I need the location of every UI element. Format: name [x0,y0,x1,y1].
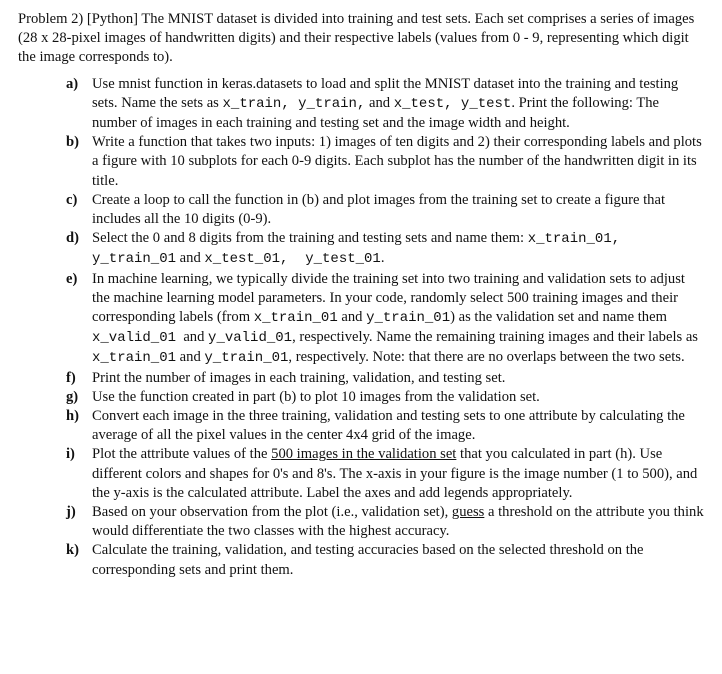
sub-question-b [18,133,704,191]
code-text: x_train_01, y_train_01 [92,231,629,268]
body-text: Select the 0 and 8 digits from the training and testing sets and name them: [92,230,528,247]
sub-question-text [92,76,682,131]
sub-question-g [18,388,704,407]
body-text: , respectively. Note: that there are no overlaps between the two sets. [288,349,685,366]
problem-intro: Problem 2) [Python] The MNIST dataset is divided into training and test sets. Each set comprises a series of images (28 x 28-pixel images of handwritten digits) and their respective labels (values from 0 - 9, representing which digit the image corresponds to). [18,11,695,66]
body-text: Use the function created in part (b) to plot 10 images from the validation set. [92,388,540,405]
sub-question-e [18,270,704,369]
sub-question-text [92,542,647,577]
sub-question-text [92,370,505,386]
sub-question-c [18,191,704,229]
sub-question-text [92,271,702,366]
body-text: Calculate the training, validation, and testing accuracies based on the selected threshold on the corresponding sets and print them. [92,542,648,578]
sub-question-letter: k) [66,542,79,559]
body-text: . [380,250,385,267]
body-text: Print the number of images in each training, validation, and testing set. [92,369,506,386]
body-text: a threshold on the attribute you think would differentiate the two classes with the highest accuracy. [92,504,708,540]
sub-question-letter: h) [66,408,79,425]
sub-question-j [18,503,708,541]
body-text: and [176,250,205,267]
code-text: x_train_01 [92,350,177,367]
body-text: Plot the attribute values of the [92,446,272,463]
body-text: Convert each image in the three training, validation and testing sets to one attribute by calculating the average of all the pixel values in the center 4x4 grid of the image. [92,408,689,444]
code-text: y_train_01 [204,350,289,367]
code-text: x_test_01, y_test_01 [204,251,381,268]
sub-question-a [18,75,704,134]
body-text: , respectively. Name the remaining training images and their labels as [292,329,702,346]
sub-question-f [18,369,704,388]
body-text: Create a loop to call the function in (b) and plot images from the training set to create a figure that includes all the 10 digits (0-9). [92,191,669,228]
sub-question-letter: g) [66,388,79,405]
code-text: x_train, y_train, [222,95,366,112]
sub-question-text [92,504,707,539]
sub-question-text [92,192,669,227]
sub-question-list [18,75,708,580]
underlined-text: guess [451,504,485,521]
body-text: Based on your observation from the plot (i.e., validation set), [92,504,452,521]
body-text: and [176,329,209,346]
sub-question-text [92,134,705,188]
sub-question-letter: b) [66,134,79,151]
body-text: and [365,94,394,111]
body-text: and [176,349,205,366]
sub-question-letter: e) [66,270,78,287]
code-text: x_test, y_test [393,95,512,112]
sub-question-k [18,541,704,579]
sub-question-letter: a) [66,75,79,92]
body-text: Use mnist function in keras.datasets to load and split the MNIST dataset into the training and testing sets. Name the sets as [92,75,682,111]
sub-question-letter: f) [66,369,76,386]
body-text: In machine learning, we typically divide the training set into two training and validation sets to adjust the machine learning model parameters. In your code, randomly select 500 training images and their corresponding labels (from [92,270,689,326]
body-text: Write a function that takes two inputs: 1) images of ten digits and 2) their corresponding labels and plots a figure with 10 subplots for each 0-9 digits. Each subplot has the number of the handwritten digit in its title. [92,134,706,189]
sub-question-letter: j) [66,504,76,521]
body-text: and [337,309,367,326]
body-text: ) as the validation set and name them [450,309,671,326]
sub-question-i [18,445,704,503]
body-text: that you calculated in part (h). Use different colors and shapes for 0's and 8's. The x-axis in your figure is the image number (1 to 500), and the y-axis is the calculated attribute. Label the axes and add legends appropriately. [92,446,702,501]
sub-question-text [92,230,629,266]
sub-question-letter: i) [66,446,75,463]
underlined-text: 500 images in the validation set [271,446,457,463]
code-text: x_valid_01 [92,330,177,347]
code-text: y_train_01 [366,310,451,327]
sub-question-h [18,407,704,445]
sub-question-text [92,389,540,405]
code-text: y_valid_01 [208,330,293,347]
body-text: . Print the following: The number of images in each training and testing set and the image width and height. [92,94,663,132]
sub-question-letter: d) [66,230,79,247]
sub-question-d [18,229,704,269]
sub-question-text [92,446,701,500]
code-text: x_train_01 [253,310,338,327]
sub-question-letter: c) [66,191,78,208]
sub-question-text [92,408,689,443]
